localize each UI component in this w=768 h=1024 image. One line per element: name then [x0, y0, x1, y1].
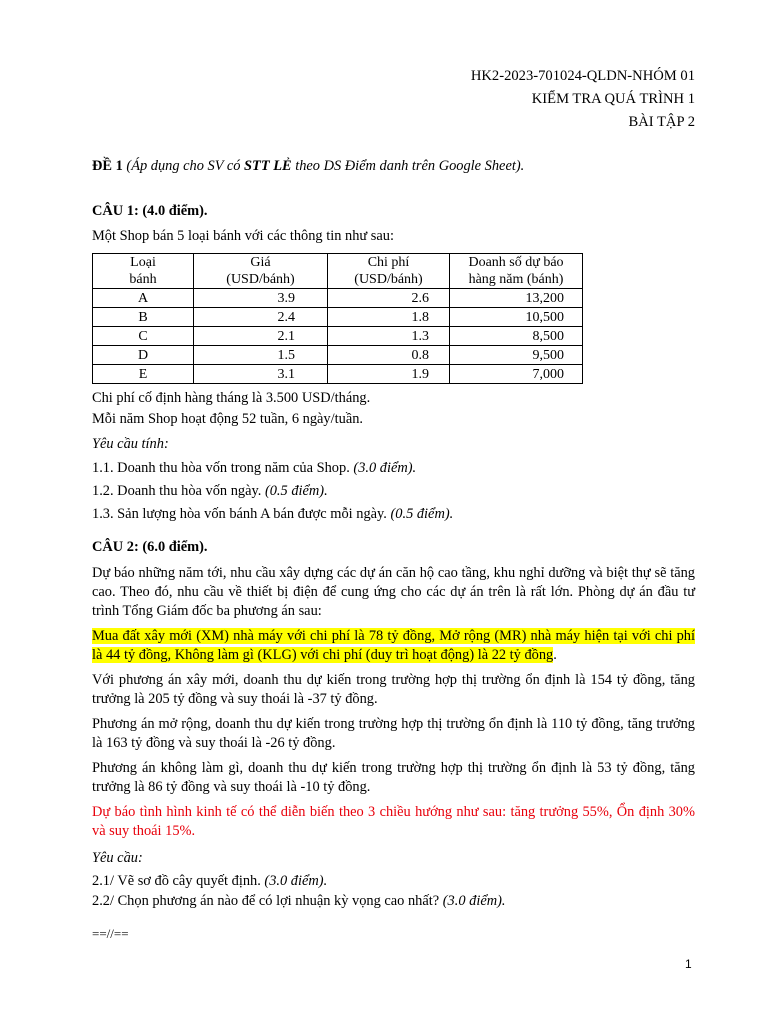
table-cell: 8,500 [450, 327, 583, 346]
column-header-forecast: Doanh số dự báo hàng năm (bánh) [450, 254, 583, 289]
question-1-requirements-label: Yêu cầu tính: [92, 436, 169, 452]
table-cell: C [93, 327, 194, 346]
table-cell: B [93, 308, 194, 327]
assignment-title: BÀI TẬP 2 [628, 114, 695, 130]
table-cell: 1.8 [328, 308, 450, 327]
table-header-row [93, 254, 583, 289]
exam-version: ĐỀ 1 [92, 158, 123, 174]
page-number: 1 [685, 957, 692, 971]
fixed-cost-text: Chi phí cố định hàng tháng là 3.500 USD/tháng. [92, 390, 371, 406]
exam-version-line [92, 157, 695, 176]
table-cell: 1.3 [328, 327, 450, 346]
question-1-1: 1.1. Doanh thu hòa vốn trong năm của Shop. (3.0 điểm). [92, 460, 417, 476]
exam-title: KIỂM TRA QUÁ TRÌNH 1 [531, 91, 695, 107]
question-1-intro: Một Shop bán 5 loại bánh với các thông tin như sau: [92, 228, 394, 244]
economic-forecast-text: Dự báo tình hình kinh tế có thể diễn biến theo 3 chiều hướng như sau: tăng trưởng 55%, Ổn định 30% và suy thoái 15%. [92, 804, 695, 839]
table-row [93, 327, 583, 346]
table-cell: 9,500 [450, 346, 583, 365]
table-cell: 3.9 [194, 289, 328, 308]
operation-schedule-text: Mỗi năm Shop hoạt động 52 tuần, 6 ngày/tuần. [92, 411, 363, 427]
column-header-type: Loại bánh [93, 254, 194, 289]
question-1-heading: CÂU 1: (4.0 điểm). [92, 203, 208, 219]
table-cell: 0.8 [328, 346, 450, 365]
end-mark: ==//== [92, 926, 129, 941]
question-2-context: Dự báo những năm tới, nhu cầu xây dựng các dự án căn hộ cao tầng, khu nghỉ dưỡng và biệt thự sẽ tăng cao. Theo đó, nhu cầu về thiết bị điện để cung ứng cho các dự án trên là rất lớn. Phòng dự án đầu tư trình Tổng Giám đốc ba phương án sau: [92, 565, 695, 619]
column-header-price: Giá (USD/bánh) [194, 254, 328, 289]
table-cell: A [93, 289, 194, 308]
table-row [93, 365, 583, 384]
question-2-heading: CÂU 2: (6.0 điểm). [92, 539, 208, 555]
question-2-options: Mua đất xây mới (XM) nhà máy với chi phí là 78 tỷ đồng, Mở rộng (MR) nhà máy hiện tại với chi phí là 44 tỷ đồng, Không làm gì (KLG) với chi phí (duy trì hoạt động) là 22 tỷ đồng. [92, 628, 695, 663]
table-cell: 10,500 [450, 308, 583, 327]
table-cell: 13,200 [450, 289, 583, 308]
table-cell: 1.9 [328, 365, 450, 384]
points-label: (3.0 điểm). [353, 460, 417, 476]
table-cell: 2.4 [194, 308, 328, 327]
question-2-requirements-label: Yêu cầu: [92, 850, 143, 866]
table-row [93, 346, 583, 365]
table-cell: D [93, 346, 194, 365]
course-code: HK2-2023-701024-QLDN-NHÓM 01 [470, 68, 695, 84]
table-cell: 2.6 [328, 289, 450, 308]
document-header [471, 65, 695, 134]
points-label: (3.0 điểm). [264, 873, 328, 889]
question-2-2: 2.2/ Chọn phương án nào để có lợi nhuận kỳ vọng cao nhất? (3.0 điểm). [92, 893, 506, 909]
points-label: (0.5 điểm). [390, 506, 454, 522]
table-cell: E [93, 365, 194, 384]
table-cell: 1.5 [194, 346, 328, 365]
column-header-cost: Chi phí (USD/bánh) [328, 254, 450, 289]
table-row [93, 308, 583, 327]
option-do-nothing-text: Phương án không làm gì, doanh thu dự kiến trong trường hợp thị trường ổn định là 53 tỷ đồng, tăng trưởng là 86 tỷ đồng và suy thoái là -10 tỷ đồng. [92, 760, 695, 795]
points-label: (3.0 điểm). [442, 893, 506, 909]
question-2-1: 2.1/ Vẽ sơ đồ cây quyết định. (3.0 điểm). [92, 873, 328, 889]
option-new-build-text: Với phương án xây mới, doanh thu dự kiến trong trường hợp thị trường ổn định là 154 tỷ đồng, tăng trưởng là 205 tỷ đồng và suy thoái là -37 tỷ đồng. [92, 672, 695, 707]
question-1-2: 1.2. Doanh thu hòa vốn ngày. (0.5 điểm). [92, 483, 328, 499]
highlighted-options-text: Mua đất xây mới (XM) nhà máy với chi phí là 78 tỷ đồng, Mở rộng (MR) nhà máy hiện tại với chi phí là 44 tỷ đồng, Không làm gì (KLG) với chi phí (duy trì hoạt động) là 22 tỷ đồng [92, 628, 695, 663]
question-1-3: 1.3. Sản lượng hòa vốn bánh A bán được mỗi ngày. (0.5 điểm). [92, 506, 454, 522]
table-row [93, 289, 583, 308]
option-expand-text: Phương án mở rộng, doanh thu dự kiến trong trường hợp thị trường ổn định là 110 tỷ đồng, tăng trưởng là 163 tỷ đồng và suy thoái là -26 tỷ đồng. [92, 716, 695, 751]
table-cell: 3.1 [194, 365, 328, 384]
points-label: (0.5 điểm). [264, 483, 328, 499]
table-cell: 7,000 [450, 365, 583, 384]
exam-version-note: (Áp dụng cho SV có STT LẺ theo DS Điểm danh trên Google Sheet). [126, 158, 525, 174]
cake-data-table [92, 253, 583, 384]
table-cell: 2.1 [194, 327, 328, 346]
